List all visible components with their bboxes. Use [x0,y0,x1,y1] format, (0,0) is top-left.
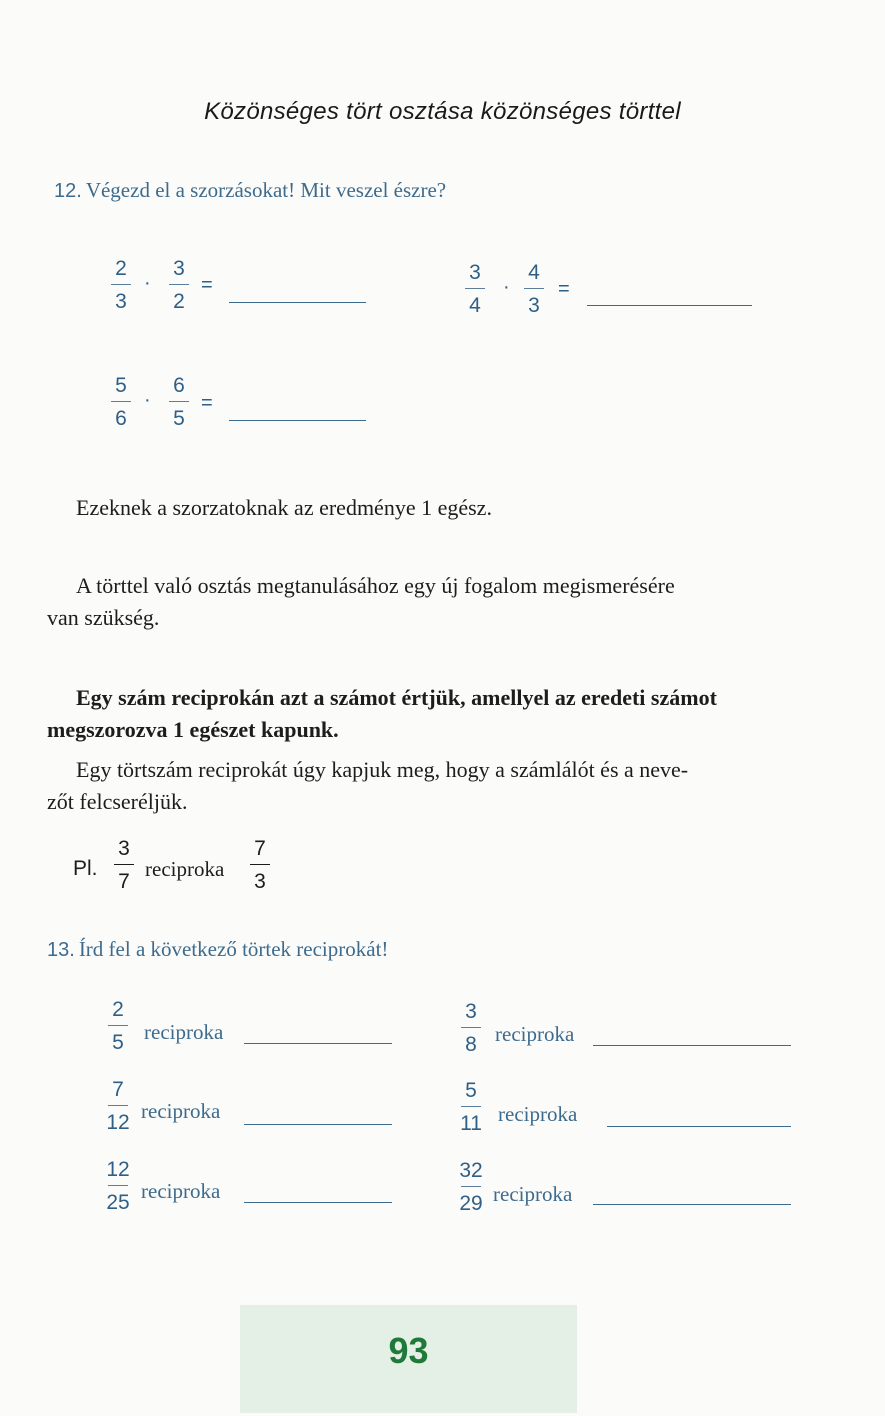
reciprocal-word: reciproka [493,1182,573,1206]
exercise-question: Írd fel a következő törtek reciprokát! [78,937,389,961]
rule-line-1: Egy törtszám reciprokát úgy kapjuk meg, hogy a számlálót és a neve- [76,757,689,782]
definition-line-1: Egy szám reciprokán azt a számot értjük, amellyel az eredeti számot [76,685,717,710]
answer-line[interactable] [607,1126,791,1127]
fraction: 3 8 [455,999,487,1058]
answer-line[interactable] [593,1045,791,1046]
fraction: 12 25 [106,1158,130,1214]
fraction: 2 3 [105,256,137,315]
exercise-question: Végezd el a szorzásokat! Mit veszel észre? [85,178,447,202]
example-prefix: Pl. [73,857,98,880]
intro-line-1: A törttel való osztás megtanulásához egy új fogalom megismerésére [76,573,675,598]
fraction: 3 7 [108,836,140,895]
exercise-number: 12. [54,180,82,202]
page-title: Közönséges tört osztása közönséges törttel [204,98,681,125]
reciprocal-word: reciproka [145,857,225,881]
fraction: 7 3 [244,836,276,895]
answer-line[interactable] [244,1124,392,1125]
equals-sign: = [201,274,213,296]
intro-line-2: van szükség. [47,605,160,630]
reciprocal-word: reciproka [141,1179,221,1203]
multiply-sign: · [503,276,510,298]
fraction: 5 6 [105,373,137,432]
reciprocal-word: reciproka [141,1099,221,1123]
exercise-13-heading [47,937,388,962]
fraction: 6 5 [163,373,195,432]
fraction: 5 11 [460,1079,482,1135]
rule-line-2: zőt felcseréljük. [47,789,188,814]
fraction: 32 29 [459,1159,483,1215]
exercise-number: 13. [47,939,75,961]
equals-sign: = [201,392,213,414]
result-statement: Ezeknek a szorzatoknak az eredménye 1 egész. [76,495,492,520]
answer-line[interactable] [587,305,752,306]
answer-line[interactable] [229,420,366,421]
reciprocal-word: reciproka [498,1102,578,1126]
answer-line[interactable] [244,1202,392,1203]
answer-line[interactable] [593,1204,791,1205]
page-number: 93 [388,1330,429,1371]
fraction: 3 4 [459,260,491,319]
fraction: 7 12 [106,1078,130,1134]
multiply-sign: · [144,389,151,411]
reciprocal-word: reciproka [144,1020,224,1044]
answer-line[interactable] [229,302,366,303]
multiply-sign: · [144,272,151,294]
equals-sign: = [558,278,570,300]
definition-line-2: megszorozva 1 egészet kapunk. [47,717,339,742]
fraction: 2 5 [102,997,134,1056]
fraction: 4 3 [518,260,550,319]
exercise-12-heading [54,178,446,203]
fraction: 3 2 [163,256,195,315]
reciprocal-word: reciproka [495,1022,575,1046]
answer-line[interactable] [244,1043,392,1044]
